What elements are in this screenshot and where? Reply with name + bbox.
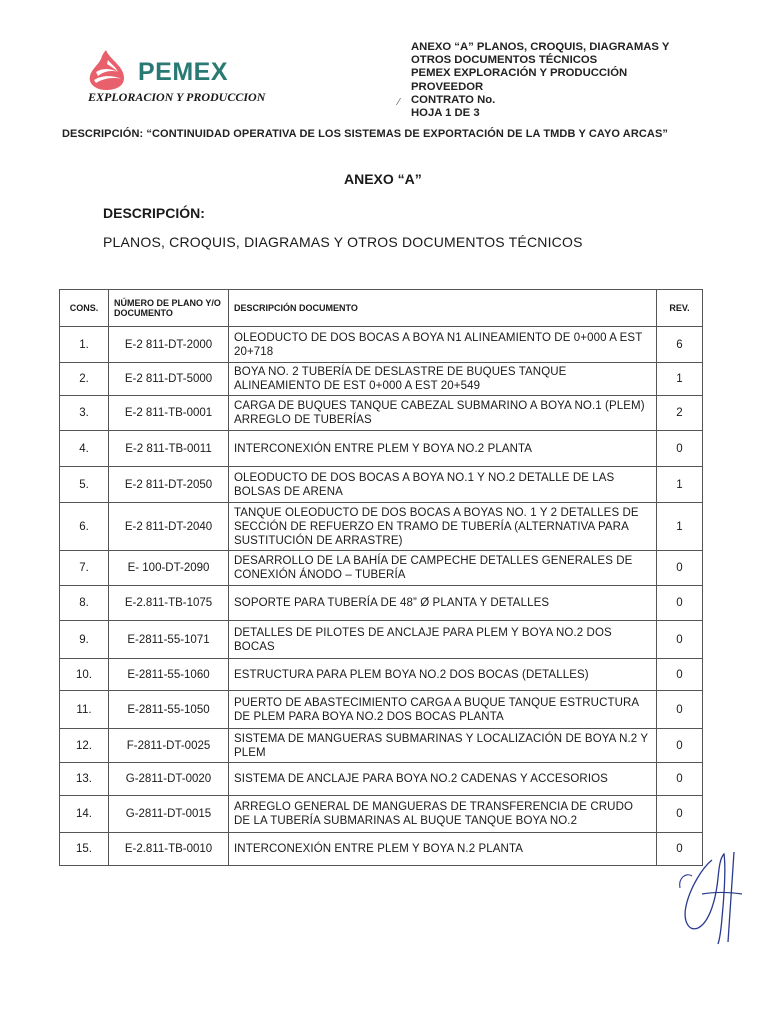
table-row: [60, 363, 703, 396]
row-document-number: F-2811-DT-0025: [109, 729, 229, 763]
document-header: [411, 41, 731, 120]
signature-image: [672, 848, 752, 948]
row-revision: 0: [657, 833, 703, 866]
table-row: [60, 691, 703, 729]
row-cons-number: 9.: [60, 621, 109, 659]
table-row: [60, 586, 703, 621]
row-cons-number: 2.: [60, 363, 109, 396]
description-label: DESCRIPCIÓN:: [103, 205, 205, 221]
column-header-plano-text: NÚMERO DE PLANO Y/O DOCUMENTO: [114, 298, 221, 318]
row-description: SISTEMA DE ANCLAJE PARA BOYA NO.2 CADENAS Y ACCESORIOS: [229, 763, 657, 796]
section-subtitle: PLANOS, CROQUIS, DIAGRAMAS Y OTROS DOCUMENTOS TÉCNICOS: [103, 234, 583, 250]
table-row: [60, 431, 703, 467]
row-revision: 0: [657, 586, 703, 621]
column-header-desc: DESCRIPCIÓN DOCUMENTO: [229, 290, 657, 327]
table-row: [60, 621, 703, 659]
row-description: OLEODUCTO DE DOS BOCAS A BOYA N1 ALINEAMIENTO DE 0+000 A EST 20+718: [229, 327, 657, 363]
header-line: PEMEX EXPLORACIÓN Y PRODUCCIÓN: [411, 67, 628, 80]
row-cons-number: 14.: [60, 796, 109, 833]
row-document-number: G-2811-DT-0020: [109, 763, 229, 796]
row-cons-number: 11.: [60, 691, 109, 729]
row-cons-number: 12.: [60, 729, 109, 763]
row-cons-number: 10.: [60, 659, 109, 691]
row-document-number: G-2811-DT-0015: [109, 796, 229, 833]
row-description: SISTEMA DE MANGUERAS SUBMARINAS Y LOCALIZACIÓN DE BOYA N.2 Y PLEM: [229, 729, 657, 763]
row-cons-number: 4.: [60, 431, 109, 467]
table-header-row: [60, 290, 703, 327]
row-document-number: E-2 811-TB-0001: [109, 396, 229, 431]
row-revision: 0: [657, 621, 703, 659]
row-revision: 1: [657, 363, 703, 396]
header-line: OTROS DOCUMENTOS TÉCNICOS: [411, 54, 598, 67]
row-description: DESARROLLO DE LA BAHÍA DE CAMPECHE DETALLES GENERALES DE CONEXIÓN ÁNODO – TUBERÍA: [229, 551, 657, 586]
row-revision: 0: [657, 659, 703, 691]
table-row: [60, 833, 703, 866]
annex-title: ANEXO “A”: [344, 171, 422, 187]
row-revision: 0: [657, 763, 703, 796]
row-description: PUERTO DE ABASTECIMIENTO CARGA A BUQUE TANQUE ESTRUCTURA DE PLEM PARA BOYA NO.2 DOS BOCAS PLANTA: [229, 691, 657, 729]
row-revision: 2: [657, 396, 703, 431]
pemex-flame-icon: [84, 48, 144, 92]
row-document-number: E-2 811-TB-0011: [109, 431, 229, 467]
row-cons-number: 1.: [60, 327, 109, 363]
documents-table: [59, 289, 703, 866]
row-cons-number: 3.: [60, 396, 109, 431]
row-description: ARREGLO GENERAL DE MANGUERAS DE TRANSFERENCIA DE CRUDO DE LA TUBERÍA SUBMARINAS AL BUQUE TANQUE BOYA NO.2: [229, 796, 657, 833]
row-description: DETALLES DE PILOTES DE ANCLAJE PARA PLEM Y BOYA NO.2 DOS BOCAS: [229, 621, 657, 659]
row-document-number: E-2 811-DT-2000: [109, 327, 229, 363]
column-header-plano: [109, 290, 229, 327]
column-header-cons: CONS.: [60, 290, 109, 327]
table-row: [60, 659, 703, 691]
row-revision: 0: [657, 551, 703, 586]
table-row: [60, 396, 703, 431]
description-line: DESCRIPCIÓN: “CONTINUIDAD OPERATIVA DE LOS SISTEMAS DE EXPORTACIÓN DE LA TMDB Y CAYO ARCAS”: [62, 128, 668, 140]
row-revision: 6: [657, 327, 703, 363]
row-description: ESTRUCTURA PARA PLEM BOYA NO.2 DOS BOCAS (DETALLES): [229, 659, 657, 691]
row-revision: 1: [657, 467, 703, 503]
row-cons-number: 6.: [60, 503, 109, 551]
row-document-number: E-2811-55-1071: [109, 621, 229, 659]
header-line: HOJA 1 DE 3: [411, 107, 480, 120]
table-row: [60, 327, 703, 363]
row-revision: 1: [657, 503, 703, 551]
row-document-number: E-2811-55-1050: [109, 691, 229, 729]
row-description: CARGA DE BUQUES TANQUE CABEZAL SUBMARINO A BOYA NO.1 (PLEM) ARREGLO DE TUBERÍAS: [229, 396, 657, 431]
header-line: ANEXO “A” PLANOS, CROQUIS, DIAGRAMAS Y: [411, 41, 670, 53]
table-row: [60, 467, 703, 503]
pemex-logo: [84, 48, 266, 110]
row-document-number: E-2 811-DT-2040: [109, 503, 229, 551]
row-revision: 0: [657, 431, 703, 467]
table-row: [60, 796, 703, 833]
row-cons-number: 8.: [60, 586, 109, 621]
row-cons-number: 5.: [60, 467, 109, 503]
pen-mark: ⁄: [398, 97, 400, 108]
table-row: [60, 551, 703, 586]
table-row: [60, 503, 703, 551]
row-revision: 0: [657, 796, 703, 833]
column-header-rev: REV.: [657, 290, 703, 327]
logo-wordmark: PEMEX: [138, 58, 229, 86]
row-document-number: E- 100-DT-2090: [109, 551, 229, 586]
logo-subtitle: EXPLORACION Y PRODUCCION: [88, 90, 266, 104]
row-cons-number: 7.: [60, 551, 109, 586]
row-description: TANQUE OLEODUCTO DE DOS BOCAS A BOYAS NO. 1 Y 2 DETALLES DE SECCIÓN DE REFUERZO EN TRAMO DE TUBERÍA (ALTERNATIVA PARA SUSTITUCIÓN DE ARRASTRE): [229, 503, 657, 551]
row-document-number: E-2 811-DT-2050: [109, 467, 229, 503]
row-cons-number: 13.: [60, 763, 109, 796]
row-document-number: E-2 811-DT-5000: [109, 363, 229, 396]
row-description: INTERCONEXIÓN ENTRE PLEM Y BOYA N.2 PLANTA: [229, 833, 657, 866]
table-row: [60, 763, 703, 796]
row-document-number: E-2.811-TB-0010: [109, 833, 229, 866]
row-description: INTERCONEXIÓN ENTRE PLEM Y BOYA NO.2 PLANTA: [229, 431, 657, 467]
table-row: [60, 729, 703, 763]
row-description: OLEODUCTO DE DOS BOCAS A BOYA NO.1 Y NO.2 DETALLE DE LAS BOLSAS DE ARENA: [229, 467, 657, 503]
row-document-number: E-2811-55-1060: [109, 659, 229, 691]
row-description: BOYA NO. 2 TUBERÍA DE DESLASTRE DE BUQUES TANQUE ALINEAMIENTO DE EST 0+000 A EST 20+549: [229, 363, 657, 396]
header-line: PROVEEDOR: [411, 80, 484, 93]
row-revision: 0: [657, 691, 703, 729]
row-description: SOPORTE PARA TUBERÍA DE 48” Ø PLANTA Y DETALLES: [229, 586, 657, 621]
row-revision: 0: [657, 729, 703, 763]
row-cons-number: 15.: [60, 833, 109, 866]
header-line: CONTRATO No.: [411, 93, 496, 106]
row-document-number: E-2.811-TB-1075: [109, 586, 229, 621]
